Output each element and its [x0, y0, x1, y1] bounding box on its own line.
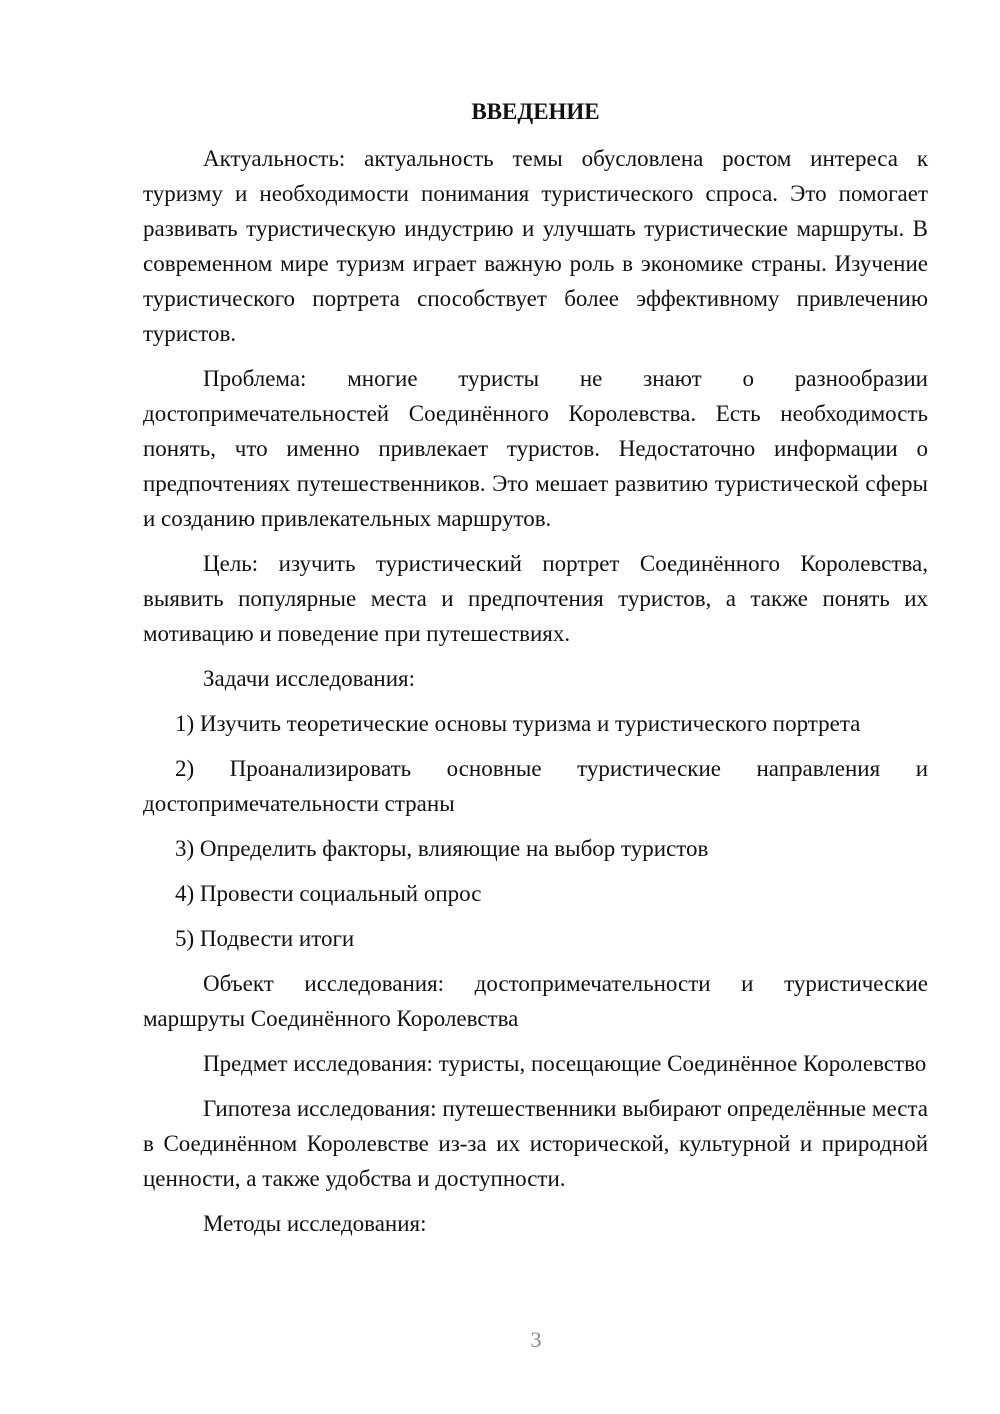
- object-paragraph: Объект исследования: достопримечательности и туристические маршруты Соединённого Королевства: [143, 971, 928, 1031]
- task-item: 2) Проанализировать основные туристические направления и достопримечательности страны: [143, 756, 928, 816]
- page-content: [143, 94, 928, 1251]
- tasks-heading: Задачи исследования:: [203, 666, 416, 691]
- tasks-list: [143, 706, 928, 956]
- methods-heading: Методы исследования:: [203, 1211, 427, 1236]
- goal-paragraph: Цель: изучить туристический портрет Соединённого Королевства, выявить популярные места и предпочтения туристов, а также понять их мотивацию и поведение при путешествиях.: [143, 551, 928, 646]
- section-heading: ВВЕДЕНИЕ: [471, 99, 600, 124]
- task-item: 5) Подвести итоги: [175, 926, 355, 951]
- problem-paragraph: Проблема: многие туристы не знают о разнообразии достопримечательностей Соединённого Королевства. Есть необходимость понять, что именно привлекает туристов. Недостаточно информации о предпочтениях путешественников. Это мешает развитию туристической сферы и созданию привлекательных маршрутов.: [143, 366, 928, 531]
- task-item: 3) Определить факторы, влияющие на выбор туристов: [175, 836, 709, 861]
- task-item: 1) Изучить теоретические основы туризма и туристического портрета: [175, 711, 861, 736]
- relevance-paragraph: Актуальность: актуальность темы обусловлена ростом интереса к туризму и необходимости понимания туристического спроса. Это помогает развивать туристическую индустрию и улучшать туристические маршруты. В современном мире туризм играет важную роль в экономике страны. Изучение туристического портрета способствует более эффективному привлечению туристов.: [143, 146, 928, 346]
- hypothesis-paragraph: Гипотеза исследования: путешественники выбирают определённые места в Соединённом Королевстве из-за их исторической, культурной и природной ценности, а также удобства и доступности.: [143, 1096, 928, 1191]
- task-item: 4) Провести социальный опрос: [175, 881, 482, 906]
- subject-paragraph: Предмет исследования: туристы, посещающие Соединённое Королевство: [203, 1051, 927, 1076]
- page-number: 3: [530, 1327, 542, 1352]
